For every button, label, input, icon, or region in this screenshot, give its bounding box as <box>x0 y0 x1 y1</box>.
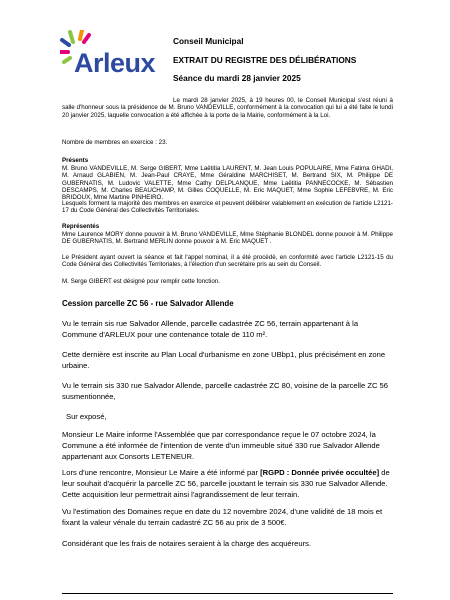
paragraph-rencontre <box>62 467 393 500</box>
appel-nominal: Le Président ayant ouvert la séance et fait l'appel nominal, il a été procédé, en conformité avec l'article L2121-15 du Code Général des Collectivités Territoriales, à l'élection d'un secrétaire pris au sein du Conseil. <box>62 254 393 269</box>
paragraph-frais-notaire: Considérant que les frais de notaires seraient à la charge des acquéreurs. <box>62 539 312 548</box>
logo-wordmark: Arleux <box>74 48 156 78</box>
rencontre-text-end: de leur souhait d'acquérir la parcelle ZC 56, parcelle jouxtant le terrain sis 330 rue Salvador Allende. Cette acquisition leur permettrait ainsi l'agrandissement de leur terrain. <box>62 468 390 499</box>
paragraph-estimation: Vu l'estimation des Domaines reçue en date du 12 novembre 2024, d'une validité de 18 mois et fixant la valeur vénale du terrain cadastré ZC 56 au prix de 3 500€. <box>62 507 383 527</box>
paragraph-plu: Cette dernière est inscrite au Plan Local d'urbanisme en zone UBbp1, plus précisément en zone urbaine. <box>62 350 386 370</box>
paragraph-information: Monsieur Le Maire informe l'Assemblée que par correspondance reçue le 07 octobre 2024, la Commune a été informée de l'intention de vente d'un immeuble situé 330 rue Salvador Allende appartenant aux Consorts LETENEUR. <box>62 430 380 461</box>
footer-divider <box>62 593 393 594</box>
section-title: Cession parcelle ZC 56 - rue Salvador Allende <box>62 299 234 308</box>
rencontre-text-start: Lors d'une rencontre, Monsieur Le Maire a été informé par <box>62 468 261 477</box>
paragraph-sur-expose: Sur exposé, <box>66 412 107 421</box>
paragraph-terrain-zc80: Vu le terrain sis 330 rue Salvador Allende, parcelle cadastrée ZC 80, voisine de la parcelle ZC 56 susmentionnée, <box>62 381 389 401</box>
paragraph-terrain-zc56: Vu le terrain sis rue Salvador Allende, parcelle cadastrée ZC 56, terrain appartenant à la Commune d'ARLEUX pour une contenance totale de 110 m². <box>62 319 359 339</box>
secretary-designation: M. Serge GIBERT est désigné pour remplir cette fonction. <box>62 278 220 285</box>
arleux-logo <box>60 30 168 92</box>
intro-paragraph: Le mardi 28 janvier 2025, à 19 heures 00, le Conseil Municipal s'est réuni à salle d'honneur sous la présidence de M. Bruno VANDEVILLE, conformément à la convocation qui lui a été faite le lundi 20 janvier 2025, laquelle convocation a été affichée à la porte de la Mairie, conformément à la Loi. <box>62 97 393 119</box>
council-title: Conseil Municipal <box>173 36 244 46</box>
presents-list: M. Bruno VANDEVILLE, M. Serge GIBERT, Mme Laëtitia LAURENT, M. Jean Louis POPULAIRE, Mme Fatima GHADI, M. Arnaud GLABIEN, M. Jean-Paul CRAYE, Mme Géraldine MARCHISET, M. Bertrand SIX, M. Philippe DE GUBERNATIS, M. Ludovic VALETTE, Mme Cathy DELPLANQUE, Mme Laëtitia PANNECOCKE, M. Sébastien DESCAMPS, M. Charles BEAUCHAMP, M. Gilles COQUELLE, M. Eric MAQUET, Mme Sophie LEFEBVRE, M. Eric BRIDOUX, Mme Martine PINHEIRO. <box>62 165 393 202</box>
register-title: EXTRAIT DU REGISTRE DES DÉLIBÉRATIONS <box>173 55 357 65</box>
rgpd-redaction: [RGPD : Donnée privée occultée] <box>260 468 380 477</box>
representes-heading: Représentés <box>62 223 100 230</box>
members-count: Nombre de membres en exercice : 23. <box>62 139 168 146</box>
representes-list: Mme Laurence MORY donne pouvoir à M. Bruno VANDEVILLE, Mme Stéphanie BLONDEL donne pouvoir à M. Philippe DE GUBERNATIS, M. Bertrand MERLIN donne pouvoir à M. Eric MAQUET . <box>62 231 393 246</box>
presents-heading: Présents <box>62 157 89 164</box>
quorum-statement: Lesquels forment la majorité des membres en exercice et peuvent délibérer valablement en exécution de l'article L2121-17 du Code Général des Collectivités Territoriales. <box>62 200 393 215</box>
session-date: Séance du mardi 28 janvier 2025 <box>173 73 301 83</box>
